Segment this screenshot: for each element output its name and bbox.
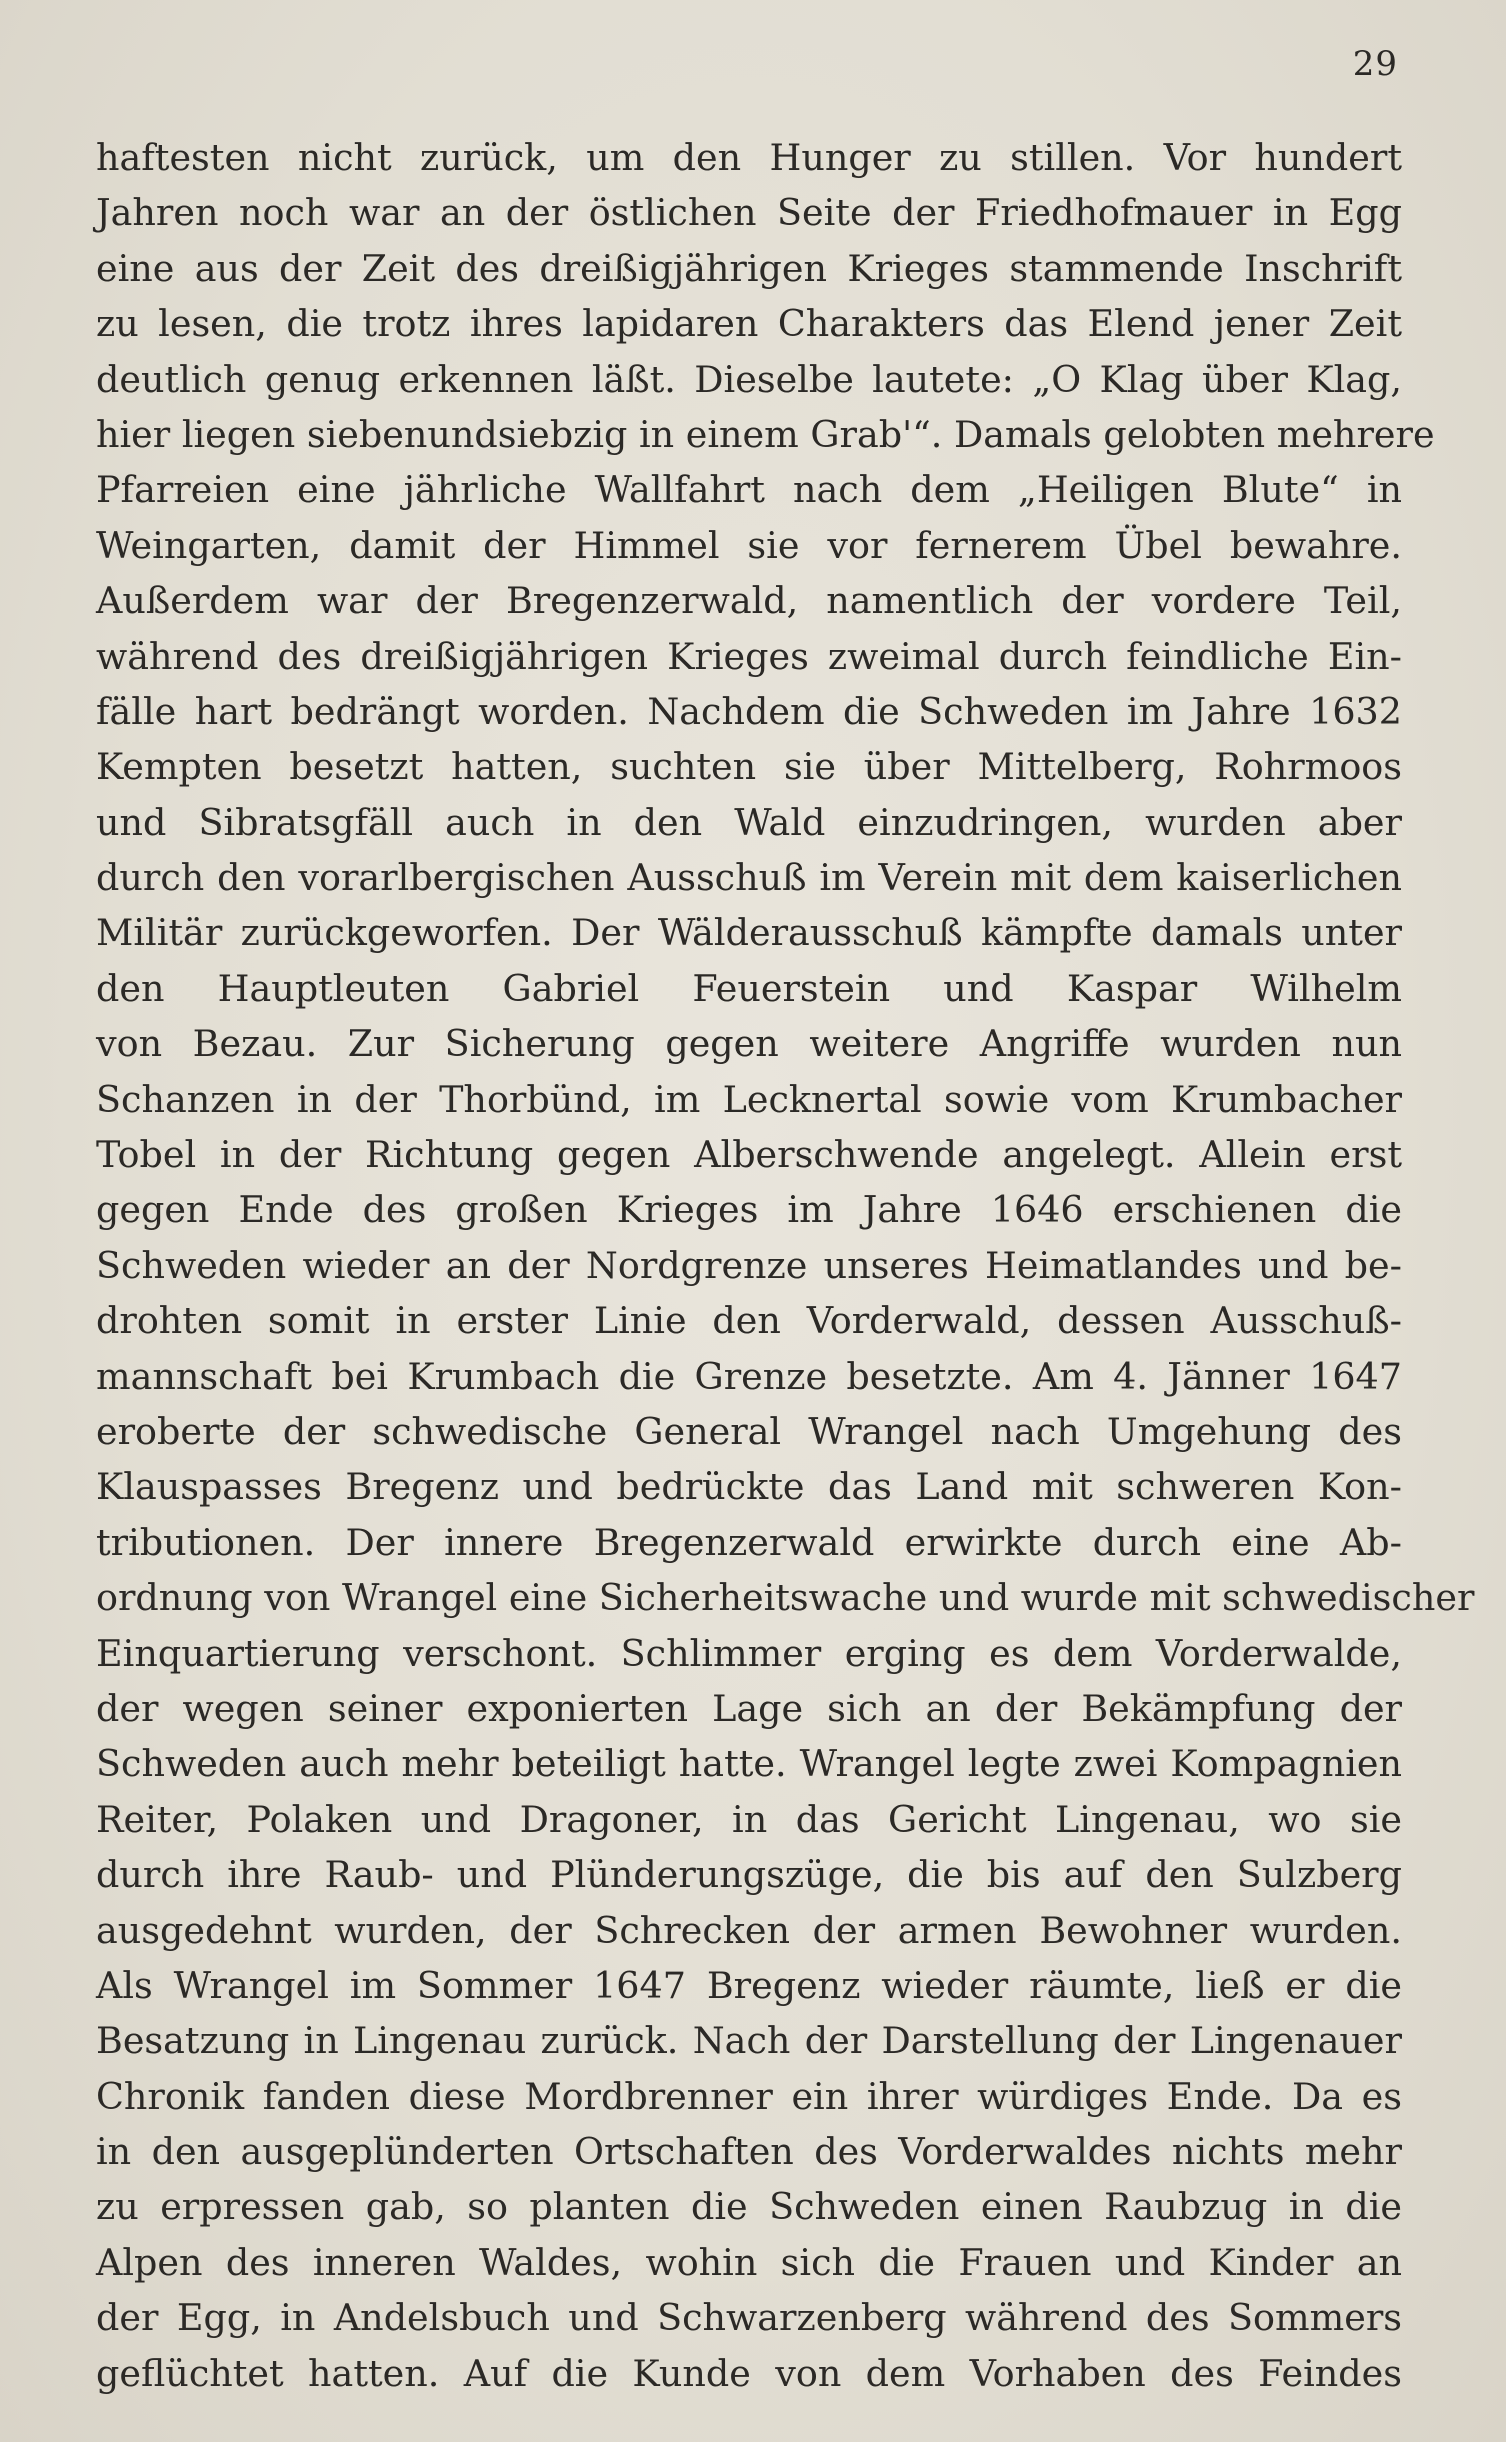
text-line: Klauspasses Bregenz und bedrückte das Land mit schweren Kon- — [96, 1465, 1402, 1509]
text-line: ordnung von Wrangel eine Sicherheitswache und wurde mit schwedischer — [96, 1576, 1475, 1620]
text-line: mannschaft bei Krumbach die Grenze besetzte. Am 4. Jänner 1647 — [96, 1354, 1402, 1398]
text-line: von Bezau. Zur Sicherung gegen weitere Angriffe wurden nun — [96, 1022, 1402, 1066]
text-line: Kempten besetzt hatten, suchten sie über Mittelberg, Rohrmoos — [96, 745, 1402, 789]
text-line: Schweden wieder an der Nordgrenze unseres Heimatlandes und be- — [96, 1243, 1402, 1287]
text-line: hier liegen siebenundsiebzig in einem Grab'“. Damals gelobten mehrere — [96, 412, 1435, 456]
text-line: Reiter, Polaken und Dragoner, in das Gericht Lingenau, wo sie — [96, 1797, 1402, 1841]
text-line: Einquartierung verschont. Schlimmer erging es dem Vorderwalde, — [96, 1631, 1402, 1675]
text-line: eine aus der Zeit des dreißigjährigen Krieges stammende Inschrift — [96, 246, 1402, 290]
text-line: Tobel in der Richtung gegen Alberschwende angelegt. Allein erst — [96, 1133, 1402, 1177]
text-line: eroberte der schwedische General Wrangel nach Umgehung des — [96, 1409, 1402, 1453]
text-line: drohten somit in erster Linie den Vorderwald, dessen Ausschuß- — [96, 1299, 1402, 1343]
text-line: zu erpressen gab, so planten die Schweden einen Raubzug in die — [96, 2185, 1402, 2229]
text-line: der Egg, in Andelsbuch und Schwarzenberg während des Sommers — [96, 2296, 1402, 2340]
text-line: deutlich genug erkennen läßt. Dieselbe lautete: „O Klag über Klag, — [96, 357, 1402, 401]
text-line: und Sibratsgfäll auch in den Wald einzudringen, wurden aber — [96, 800, 1402, 844]
text-line: Jahren noch war an der östlichen Seite der Friedhofmauer in Egg — [96, 191, 1402, 235]
text-line: haftesten nicht zurück, um den Hunger zu stillen. Vor hundert — [96, 136, 1402, 179]
text-line: Als Wrangel im Sommer 1647 Bregenz wieder räumte, ließ er die — [96, 1963, 1402, 2007]
text-line: Außerdem war der Bregenzerwald, namentlich der vordere Teil, — [96, 579, 1402, 623]
text-line: Alpen des inneren Waldes, wohin sich die Frauen und Kinder an — [96, 2240, 1402, 2284]
text-line: ausgedehnt wurden, der Schrecken der armen Bewohner wurden. — [96, 1908, 1402, 1952]
text-line: während des dreißigjährigen Krieges zweimal durch feindliche Ein- — [96, 634, 1402, 678]
text-line: Militär zurückgeworfen. Der Wälderausschuß kämpfte damals unter — [96, 911, 1402, 955]
text-line: Schanzen in der Thorbünd, im Lecknertal sowie vom Krumbacher — [96, 1077, 1402, 1121]
text-line: fälle hart bedrängt worden. Nachdem die Schweden im Jahre 1632 — [96, 689, 1402, 733]
text-line: Schweden auch mehr beteiligt hatte. Wrangel legte zwei Kompagnien — [96, 1742, 1402, 1786]
body-text — [96, 130, 1475, 2401]
text-line: Besatzung in Lingenau zurück. Nach der Darstellung der Lingenauer — [96, 2019, 1402, 2063]
text-line: Weingarten, damit der Himmel sie vor fernerem Übel bewahre. — [96, 523, 1402, 567]
text-line: gegen Ende des großen Krieges im Jahre 1646 erschienen die — [96, 1188, 1402, 1232]
text-line: zu lesen, die trotz ihres lapidaren Charakters das Elend jener Zeit — [96, 302, 1402, 346]
page-number: 29 — [1352, 44, 1398, 84]
text-line: in den ausgeplünderten Ortschaften des Vorderwaldes nichts mehr — [96, 2130, 1402, 2174]
text-line: der wegen seiner exponierten Lage sich an der Bekämpfung der — [96, 1686, 1402, 1730]
text-line: Chronik fanden diese Mordbrenner ein ihrer würdiges Ende. Da es — [96, 2074, 1402, 2118]
text-line: tributionen. Der innere Bregenzerwald erwirkte durch eine Ab- — [96, 1520, 1402, 1564]
text-line: Pfarreien eine jährliche Wallfahrt nach dem „Heiligen Blute“ in — [96, 468, 1402, 512]
text-line: geflüchtet hatten. Auf die Kunde von dem Vorhaben des Feindes — [96, 2351, 1402, 2395]
text-line: den Hauptleuten Gabriel Feuerstein und Kaspar Wilhelm — [96, 966, 1402, 1010]
text-line: durch den vorarlbergischen Ausschuß im Verein mit dem kaiserlichen — [96, 856, 1402, 900]
text-line: durch ihre Raub- und Plünderungszüge, die bis auf den Sulzberg — [96, 1853, 1402, 1897]
